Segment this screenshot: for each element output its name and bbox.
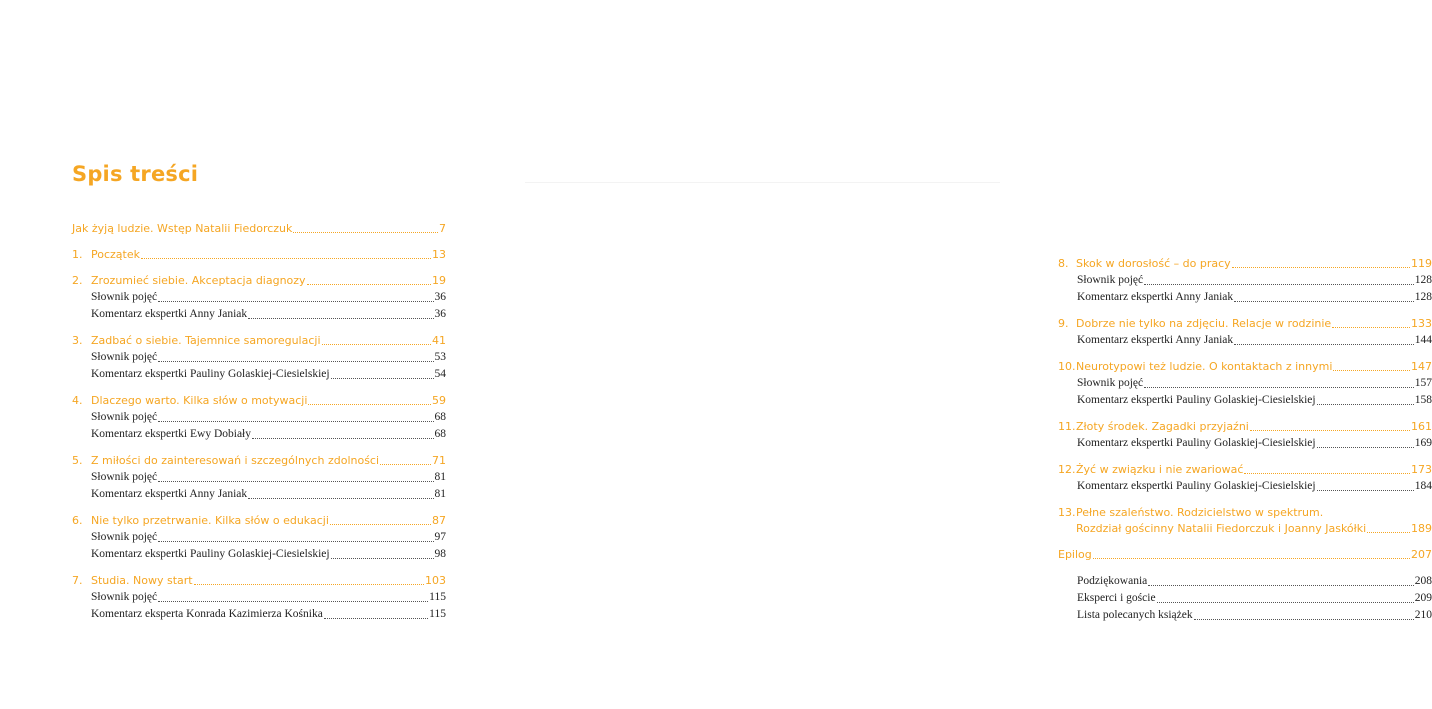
chapter-page-number: 59: [432, 394, 446, 407]
toc-subentry: [72, 426, 446, 443]
toc-chapter-entry: [1058, 462, 1432, 495]
toc-subentry: [72, 469, 446, 486]
subentry-page-number: 128: [1414, 274, 1432, 286]
toc-heading: Spis treści: [72, 162, 199, 186]
toc-chapter-entry: [72, 333, 446, 383]
chapter-row: [72, 573, 446, 589]
toc-chapter-entry: [72, 513, 446, 563]
subentry-page-number: 158: [1414, 394, 1432, 406]
toc-subentry: [1058, 375, 1432, 392]
toc-chapter-entry: [72, 573, 446, 623]
chapter-title: Z miłości do zainteresowań i szczególnych zdolności: [91, 454, 380, 467]
toc-subentry: [1058, 392, 1432, 409]
toc-chapter-entry: [1058, 419, 1432, 452]
dot-leader: [1244, 472, 1410, 474]
subentry-page-number: 209: [1414, 592, 1432, 604]
chapter-page-number: 207: [1411, 548, 1432, 561]
subentry-page-number: 54: [434, 368, 446, 380]
subentry-page-number: 128: [1414, 291, 1432, 303]
subentry-page-number: 115: [429, 608, 446, 620]
toc-chapter-entry: [1058, 505, 1432, 537]
subentry-title: Słownik pojęć: [91, 591, 158, 603]
subentry-title: Słownik pojęć: [1077, 377, 1144, 389]
dot-leader: [293, 231, 438, 233]
subentry-page-number: 208: [1414, 575, 1432, 587]
subentry-title: Słownik pojęć: [91, 291, 158, 303]
toc-chapter-entry: [72, 247, 446, 263]
subentry-title: Komentarz ekspertki Pauliny Golaskiej-Ciesielskiej: [1077, 437, 1316, 449]
chapter-title: Zrozumieć siebie. Akceptacja diagnozy: [91, 274, 306, 287]
chapter-page-number: 7: [439, 222, 446, 235]
subentry-title: Komentarz ekspertki Pauliny Golaskiej-Ciesielskiej: [1077, 480, 1316, 492]
dot-leader: [1317, 403, 1414, 405]
chapter-number: 5.: [72, 454, 83, 467]
dot-leader: [248, 497, 433, 499]
subentry-page-number: 210: [1414, 609, 1432, 621]
subentry-title: Komentarz ekspertki Ewy Dobiały: [91, 428, 251, 440]
chapter-number: 7.: [72, 574, 83, 587]
dot-leader: [1144, 386, 1414, 388]
toc-subentry: [1058, 332, 1432, 349]
chapter-page-number: 19: [432, 274, 446, 287]
subentry-page-number: 169: [1414, 437, 1432, 449]
chapter-title: Epilog: [1058, 548, 1092, 561]
chapter-page-number: 147: [1411, 360, 1432, 373]
dot-leader: [1194, 618, 1414, 620]
chapter-title: Rozdział gościnny Natalii Fiedorczuk i Joanny Jaskółki: [1076, 522, 1367, 535]
dot-leader: [158, 360, 433, 362]
toc-left-column: [72, 221, 446, 623]
chapter-number: 13.: [1058, 506, 1076, 519]
dot-leader: [158, 600, 428, 602]
dot-leader: [1367, 531, 1410, 533]
subentry-title: Komentarz eksperta Konrada Kazimierza Kośnika: [91, 608, 323, 620]
toc-chapter-entry: [72, 453, 446, 503]
toc-chapter-entry: [1058, 359, 1432, 409]
dot-leader: [322, 343, 431, 345]
chapter-row: [1058, 316, 1432, 332]
chapter-row: [72, 333, 446, 349]
chapter-page-number: 189: [1411, 522, 1432, 535]
chapter-row: [1058, 256, 1432, 272]
toc-subentry: [72, 589, 446, 606]
toc-subentry: [1058, 478, 1432, 495]
dot-leader: [1148, 584, 1413, 586]
subentry-title: Słownik pojęć: [91, 531, 158, 543]
toc-end-item: [1058, 573, 1432, 590]
toc-subentry: [72, 366, 446, 383]
dot-leader: [330, 523, 431, 525]
subentry-title: Komentarz ekspertki Anny Janiak: [1077, 334, 1234, 346]
subentry-title: Podziękowania: [1077, 575, 1148, 587]
subentry-title: Słownik pojęć: [91, 351, 158, 363]
subentry-title: Lista polecanych książek: [1077, 609, 1193, 621]
chapter-row: [72, 247, 446, 263]
chapter-title: Dlaczego warto. Kilka słów o motywacji: [91, 394, 308, 407]
subentry-page-number: 97: [434, 531, 446, 543]
toc-chapter-entry: [72, 393, 446, 443]
chapter-page-number: 87: [432, 514, 446, 527]
dot-leader: [1333, 369, 1410, 371]
chapter-title-line1: Pełne szaleństwo. Rodzicielstwo w spektrum.: [1076, 506, 1324, 519]
toc-subentry: [1058, 435, 1432, 452]
dot-leader: [248, 317, 433, 319]
chapter-number: 9.: [1058, 317, 1069, 330]
toc-intro-entry: [72, 221, 446, 237]
dot-leader: [307, 283, 431, 285]
toc-subentry: [72, 529, 446, 546]
subentry-title: Słownik pojęć: [91, 471, 158, 483]
dot-leader: [158, 300, 433, 302]
subentry-title: Komentarz ekspertki Anny Janiak: [91, 308, 248, 320]
chapter-title: Żyć w związku i nie zwariować: [1076, 463, 1244, 476]
chapter-number: 12.: [1058, 463, 1076, 476]
toc-chapter-entry: [72, 273, 446, 323]
subentry-page-number: 36: [434, 308, 446, 320]
chapter-page-number: 103: [425, 574, 446, 587]
dot-leader: [324, 617, 428, 619]
dot-leader: [1093, 557, 1410, 559]
chapter-row-line2: [1058, 521, 1432, 537]
toc-chapter-entry: [1058, 256, 1432, 306]
chapter-number: 3.: [72, 334, 83, 347]
dot-leader: [141, 257, 431, 259]
dot-leader: [1317, 489, 1414, 491]
chapter-title: Początek: [91, 248, 140, 261]
toc-chapter-entry: [1058, 316, 1432, 349]
dot-leader: [1157, 601, 1414, 603]
dot-leader: [308, 403, 431, 405]
subentry-title: Eksperci i goście: [1077, 592, 1156, 604]
chapter-number: 8.: [1058, 257, 1069, 270]
toc-end-item: [1058, 590, 1432, 607]
toc-epilog-entry: [1058, 547, 1432, 563]
subentry-title: Słownik pojęć: [1077, 274, 1144, 286]
chapter-page-number: 133: [1411, 317, 1432, 330]
dot-leader: [331, 377, 434, 379]
subentry-page-number: 53: [434, 351, 446, 363]
subentry-title: Komentarz ekspertki Pauliny Golaskiej-Ciesielskiej: [1077, 394, 1316, 406]
toc-subentry: [1058, 289, 1432, 306]
chapter-page-number: 13: [432, 248, 446, 261]
dot-leader: [252, 437, 434, 439]
toc-right-column: [1058, 256, 1432, 624]
chapter-row: [72, 513, 446, 529]
chapter-title: Zadbać o siebie. Tajemnice samoregulacji: [91, 334, 321, 347]
chapter-number: 10.: [1058, 360, 1076, 373]
chapter-number: 1.: [72, 248, 83, 261]
chapter-page-number: 119: [1411, 257, 1432, 270]
subentry-page-number: 144: [1414, 334, 1432, 346]
subentry-title: Komentarz ekspertki Anny Janiak: [91, 488, 248, 500]
dot-leader: [158, 480, 433, 482]
chapter-page-number: 71: [432, 454, 446, 467]
chapter-row-line1: [1058, 505, 1432, 521]
chapter-page-number: 161: [1411, 420, 1432, 433]
subentry-title: Słownik pojęć: [91, 411, 158, 423]
chapter-title: Jak żyją ludzie. Wstęp Natalii Fiedorczuk: [72, 222, 293, 235]
toc-subentry: [72, 546, 446, 563]
subentry-title: Komentarz ekspertki Anny Janiak: [1077, 291, 1234, 303]
toc-subentry: [72, 606, 446, 623]
dot-leader: [1232, 266, 1410, 268]
subentry-title: Komentarz ekspertki Pauliny Golaskiej-Ciesielskiej: [91, 548, 330, 560]
dot-leader: [1317, 446, 1414, 448]
subentry-page-number: 81: [434, 488, 446, 500]
subentry-page-number: 68: [434, 428, 446, 440]
dot-leader: [1332, 326, 1410, 328]
chapter-row: [1058, 359, 1432, 375]
toc-subentry: [72, 306, 446, 323]
toc-subentry: [72, 289, 446, 306]
chapter-title: Dobrze nie tylko na zdjęciu. Relacje w rodzinie: [1076, 317, 1332, 330]
chapter-number: 6.: [72, 514, 83, 527]
chapter-number: 11.: [1058, 420, 1076, 433]
chapter-row: [1058, 462, 1432, 478]
toc-end-item: [1058, 607, 1432, 624]
subentry-page-number: 68: [434, 411, 446, 423]
toc-subentry: [1058, 272, 1432, 289]
subentry-page-number: 115: [429, 591, 446, 603]
toc-subentry: [72, 349, 446, 366]
subentry-page-number: 36: [434, 291, 446, 303]
chapter-title: Skok w dorosłość – do pracy: [1076, 257, 1231, 270]
chapter-number: 4.: [72, 394, 83, 407]
dot-leader: [1250, 429, 1410, 431]
dot-leader: [158, 540, 433, 542]
chapter-row: [72, 393, 446, 409]
chapter-title: Nie tylko przetrwanie. Kilka słów o edukacji: [91, 514, 329, 527]
chapter-title: Neurotypowi też ludzie. O kontaktach z innymi: [1076, 360, 1333, 373]
dot-leader: [194, 583, 424, 585]
subentry-page-number: 157: [1414, 377, 1432, 389]
chapter-title: Złoty środek. Zagadki przyjaźni: [1076, 420, 1249, 433]
subentry-page-number: 81: [434, 471, 446, 483]
toc-subentry: [72, 486, 446, 503]
subentry-page-number: 98: [434, 548, 446, 560]
chapter-page-number: 41: [432, 334, 446, 347]
subentry-page-number: 184: [1414, 480, 1432, 492]
left-page: [0, 0, 500, 709]
dot-leader: [1144, 283, 1414, 285]
dot-leader: [1234, 300, 1414, 302]
chapter-title: Studia. Nowy start: [91, 574, 193, 587]
subentry-title: Komentarz ekspertki Pauliny Golaskiej-Ciesielskiej: [91, 368, 330, 380]
toc-subentry: [72, 409, 446, 426]
chapter-row: [72, 273, 446, 289]
right-page: [500, 0, 1432, 709]
dot-leader: [1234, 343, 1414, 345]
dot-leader: [331, 557, 434, 559]
chapter-number: 2.: [72, 274, 83, 287]
chapter-row: [72, 453, 446, 469]
chapter-page-number: 173: [1411, 463, 1432, 476]
dot-leader: [380, 463, 431, 465]
chapter-row: [1058, 419, 1432, 435]
dot-leader: [158, 420, 433, 422]
